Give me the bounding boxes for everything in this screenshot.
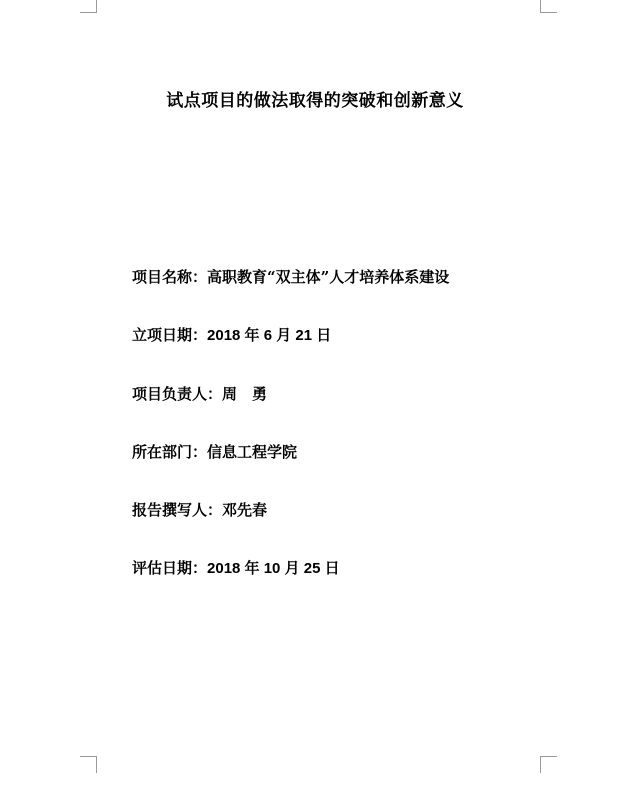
project-leader-value: 周 勇 xyxy=(222,385,268,403)
department-line xyxy=(132,441,297,463)
crop-mark-top-left xyxy=(80,0,97,13)
project-name-line xyxy=(132,266,449,288)
department-value: 信息工程学院 xyxy=(207,443,298,461)
project-leader-label: 项目负责人： xyxy=(132,385,223,403)
approval-date-label: 立项日期： xyxy=(132,326,208,344)
report-writer-label: 报告撰写人： xyxy=(132,501,223,519)
crop-mark-bottom-right xyxy=(540,756,557,773)
project-name-value: 高职教育“双主体”人才培养体系建设 xyxy=(207,268,450,286)
approval-date-value: 2018 年 6 月 21 日 xyxy=(207,327,332,344)
crop-mark-top-right xyxy=(540,0,557,13)
document-title: 试点项目的做法取得的突破和创新意义 xyxy=(166,91,464,111)
department-label: 所在部门： xyxy=(132,443,208,461)
project-name-label: 项目名称： xyxy=(132,268,208,286)
report-writer-line xyxy=(132,499,267,521)
evaluation-date-value: 2018 年 10 月 25 日 xyxy=(207,560,340,577)
evaluation-date-line xyxy=(132,557,340,580)
crop-mark-bottom-left xyxy=(80,756,97,773)
evaluation-date-label: 评估日期： xyxy=(132,559,208,577)
approval-date-line xyxy=(132,324,331,347)
project-leader-line xyxy=(132,383,267,405)
report-writer-value: 邓先春 xyxy=(222,501,268,519)
